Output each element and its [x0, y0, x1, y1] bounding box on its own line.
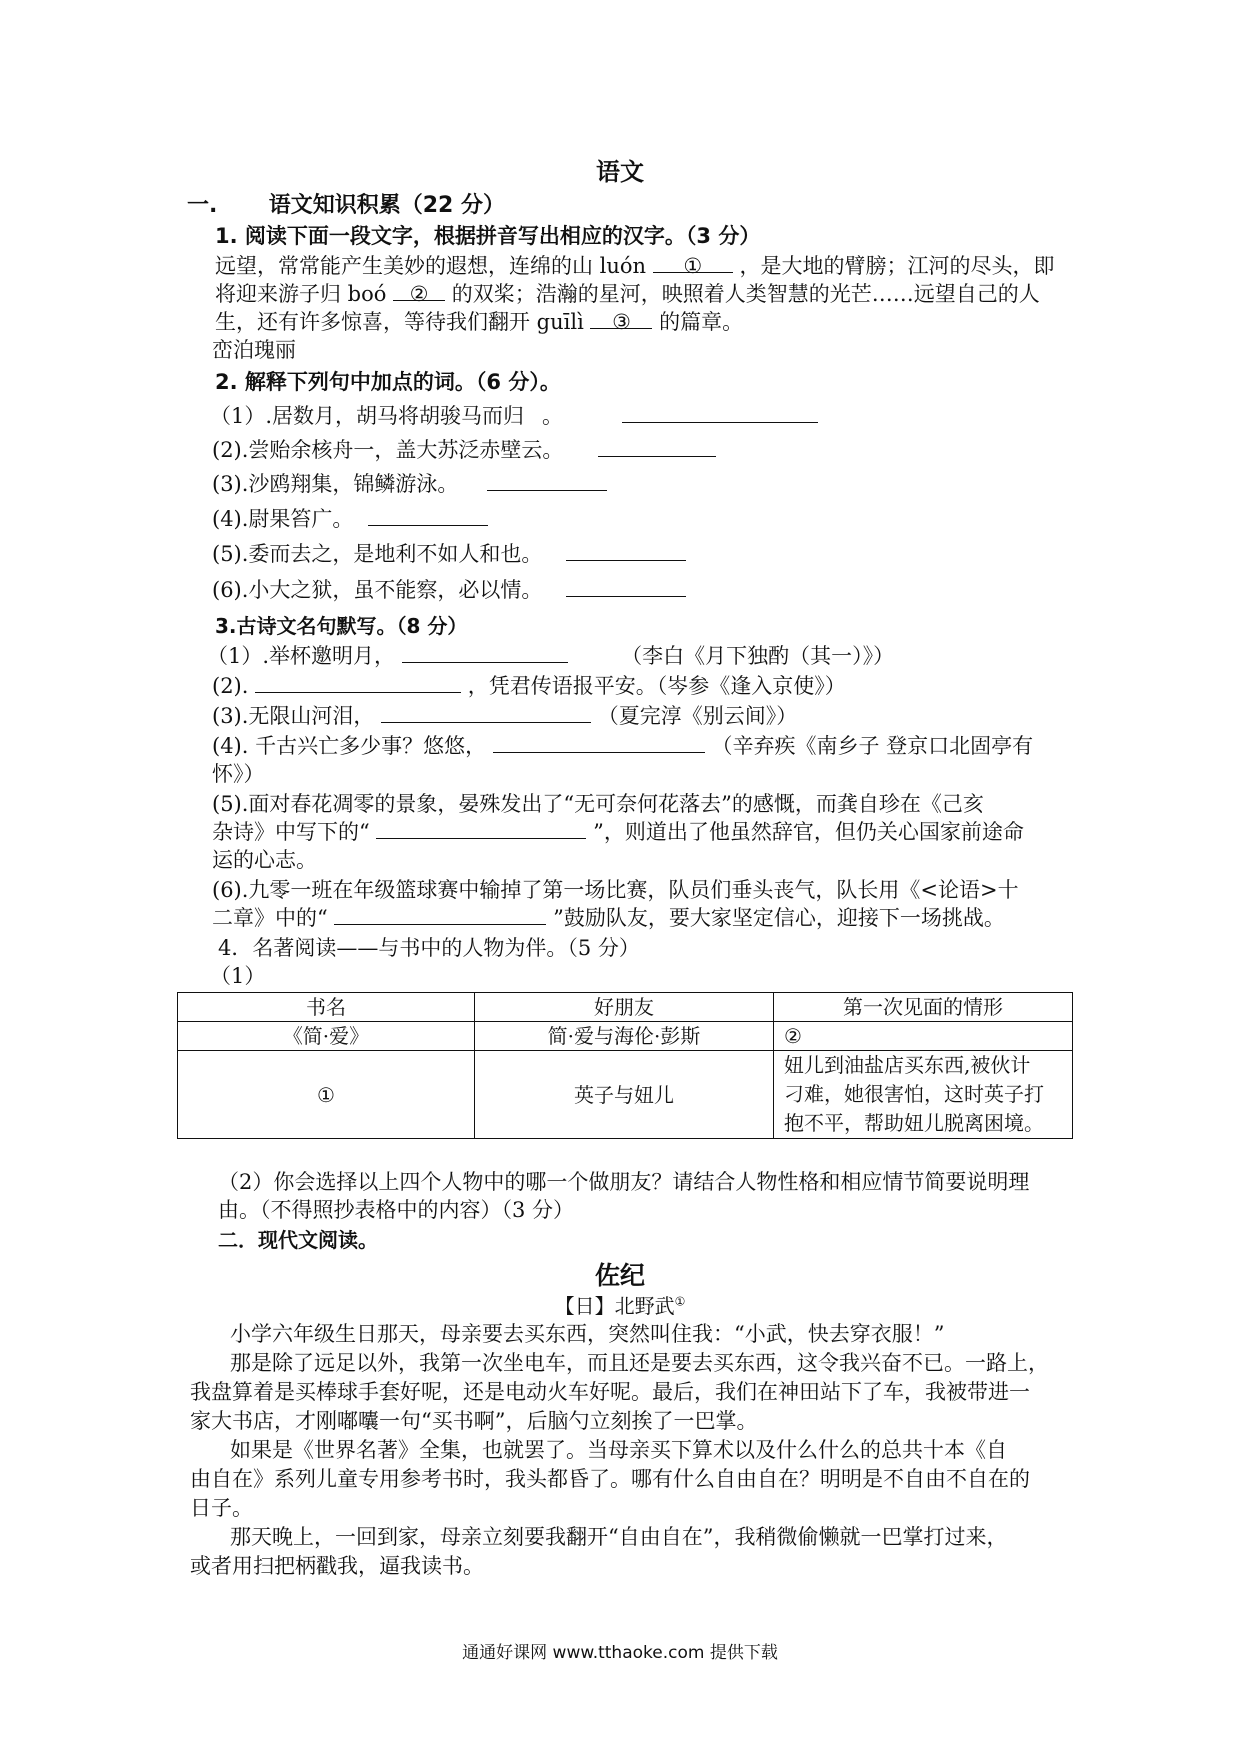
q3-line-5c: 运的心志。: [212, 848, 317, 872]
q3-text: （1）.举杯邀明月，: [207, 644, 396, 668]
q2-answer-line-5[interactable]: [566, 540, 686, 561]
q2-answer-line-6[interactable]: [566, 576, 686, 597]
q3-line-6b: [212, 904, 1005, 932]
q1-text: 远望，常常能产生美妙的遐想，连绵的山 luón: [215, 254, 647, 278]
q2-item-4: (4).尉果笞广。: [212, 507, 354, 531]
q1-text: 生，还有许多惊喜，等待我们翻开 guīlì: [215, 310, 584, 334]
q2-item-text: （1）.居数月，胡马将胡骏马而归: [210, 404, 525, 428]
article-paragraph: 小学六年级生日那天，母亲要去买东西，突然叫住我：“小武，快去穿衣服！”: [230, 1322, 945, 1346]
q3-text: (4). 千古兴亡多少事？悠悠，: [212, 734, 487, 758]
q1-title: 1. 阅读下面一段文字，根据拼音写出相应的汉字。（3 分）: [215, 224, 761, 248]
q2-item-1: （1）.居数月，胡马将胡骏马而归 。: [210, 404, 564, 428]
section1-number: 一.: [187, 193, 218, 218]
blank-marker: ③: [612, 310, 631, 334]
article-paragraph: 那是除了远足以外，我第一次坐电车，而且还是要去买东西，这令我兴奋不已。一路上，: [230, 1351, 1049, 1375]
footer-source: 通通好课网 www.tthaoke.com 提供下载: [462, 1643, 778, 1663]
table-cell: [774, 1051, 1073, 1139]
table-cell-blank[interactable]: ②: [774, 1022, 1073, 1051]
q3-blank-2[interactable]: [255, 672, 461, 693]
article-author: [0, 1290, 1240, 1319]
table-header: 好朋友: [475, 993, 774, 1022]
section2-heading: 二．现代文阅读。: [218, 1228, 378, 1252]
q1-blank-1[interactable]: [653, 252, 733, 278]
q3-line-2: [212, 672, 846, 700]
q3-text: ”，则道出了他虽然辞官，但仍关心国家前途命: [593, 820, 1024, 844]
q3-blank-6[interactable]: [334, 904, 546, 925]
q3-line-4: [212, 732, 1033, 760]
table-cell-blank[interactable]: ①: [178, 1051, 475, 1139]
q2-title: 2. 解释下列句中加点的词。（6 分）。: [215, 370, 561, 394]
q3-blank-3[interactable]: [381, 702, 591, 723]
q1-line2: [215, 280, 1040, 308]
section1-title: 语文知识积累（22 分）: [268, 193, 505, 218]
q2-answer-line-4[interactable]: [368, 505, 488, 526]
q1-line1: [215, 252, 1054, 280]
q4-sub2-line1: （2）你会选择以上四个人物中的哪一个做朋友？请结合人物性格和相应情节简要说明理: [218, 1170, 1030, 1194]
q3-text: ”鼓励队友，要大家坚定信心，迎接下一场挑战。: [553, 906, 1005, 930]
table-cell: 《简·爱》: [178, 1022, 475, 1051]
q2-answer-line-3[interactable]: [487, 470, 607, 491]
section1-heading: [187, 188, 505, 219]
article-paragraph: 日子。: [190, 1496, 253, 1520]
q3-text: 二章》中的“: [212, 906, 328, 930]
table-header: 书名: [178, 993, 475, 1022]
q3-line-6a: (6).九零一班在年级篮球赛中输掉了第一场比赛，队员们垂头丧气，队长用《<论语>十: [212, 878, 1019, 902]
table-cell: 英子与妞儿: [475, 1051, 774, 1139]
blank-marker: ②: [409, 282, 429, 306]
article-paragraph: 那天晚上，一回到家，母亲立刻要我翻开“自由自在”，我稍微偷懒就一巴掌打过来，: [230, 1525, 1008, 1549]
q4-sub2-line2: 由。（不得照抄表格中的内容）（3 分）: [218, 1198, 575, 1222]
q2-item-5: (5).委而去之，是地利不如人和也。: [212, 542, 543, 566]
q3-blank-4[interactable]: [493, 732, 705, 753]
q3-source: ，凭君传语报平安。（岑参《逢入京使》）: [467, 674, 846, 698]
cell-line: 刁难，她很害怕，这时英子打: [784, 1082, 1044, 1106]
table-row: [178, 1022, 1073, 1051]
q3-line-5b: [212, 818, 1024, 846]
q3-title: 3.古诗文名句默写。（8 分）: [215, 614, 468, 638]
q1-blank-3[interactable]: [590, 308, 652, 334]
article-title: 佐纪: [594, 1261, 645, 1290]
q3-line-4-cont: 怀》）: [212, 762, 265, 786]
table-cell: 简·爱与海伦·彭斯: [475, 1022, 774, 1051]
q2-answer-line-1[interactable]: [622, 402, 818, 423]
q2-item-2: (2).尝贻余核舟一，盖大苏泛赤壁云。: [212, 438, 564, 462]
q1-answer: 峦泊瑰丽: [212, 338, 296, 362]
q3-text: 杂诗》中写下的“: [212, 820, 370, 844]
q1-blank-2[interactable]: [393, 280, 445, 306]
q2-item-6: (6).小大之狱，虽不能察，必以情。: [212, 578, 543, 602]
table-header: 第一次见面的情形: [774, 993, 1073, 1022]
q2-item-3: (3).沙鸥翔集，锦鳞游泳。: [212, 472, 459, 496]
article-paragraph: 或者用扫把柄戳我，逼我读书。: [190, 1554, 484, 1578]
q1-text: 的双桨；浩瀚的星河，映照着人类智慧的光芒……远望自己的人: [451, 282, 1040, 306]
q2-answer-line-2[interactable]: [598, 436, 716, 457]
article-paragraph: 由自在》系列儿童专用参考书时，我头都昏了。哪有什么自由自在？明明是不自由不自在的: [190, 1467, 1030, 1491]
author-footnote-mark: ①: [674, 1294, 686, 1309]
q4-sub1-label: （1）: [210, 964, 266, 988]
q3-line-1: [207, 642, 894, 670]
q3-line-3: [212, 702, 797, 730]
article-paragraph: 如果是《世界名著》全集，也就罢了。当母亲买下算术以及什么什么的总共十本《自: [230, 1438, 1007, 1462]
cell-line: 妞儿到油盐店买东西,被伙计: [784, 1053, 1031, 1077]
q3-blank-5[interactable]: [376, 818, 586, 839]
q3-text: (2).: [212, 674, 249, 698]
q4-title: 4．名著阅读——与书中的人物为伴。（5 分）: [218, 936, 640, 960]
q3-line-5a: (5).面对春花凋零的景象，晏殊发出了“无可奈何花落去”的感慨，而龚自珍在《己亥: [212, 792, 984, 816]
article-paragraph: 我盘算着是买棒球手套好呢，还是电动火车好呢。最后，我们在神田站下了车，我被带进一: [190, 1380, 1030, 1404]
q1-text: ，是大地的臂膀；江河的尽头，即: [739, 254, 1055, 278]
author-name: 【日】北野武: [554, 1294, 675, 1318]
cell-line: 抱不平，帮助妞儿脱离困境。: [784, 1111, 1044, 1135]
q3-source: （夏完淳《别云间》）: [597, 704, 798, 728]
q1-line3: [215, 308, 743, 336]
q1-text: 将迎来游子归 boó: [215, 282, 387, 306]
q1-text: 的篇章。: [659, 310, 744, 334]
q3-blank-1[interactable]: [402, 642, 568, 663]
article-paragraph: 家大书店，才刚嘟囔一句“买书啊”，后脑勺立刻挨了一巴掌。: [190, 1409, 758, 1433]
q3-source: （李白《月下独酌（其一）》）: [621, 644, 895, 668]
q3-source: （辛弃疾《南乡子 登京口北固亭有: [711, 734, 1034, 758]
page-title: 语文: [596, 158, 644, 186]
table-row: [178, 1051, 1073, 1139]
blank-marker: ①: [683, 254, 703, 278]
q3-text: (3).无限山河泪，: [212, 704, 375, 728]
books-table: [177, 992, 1073, 1139]
table-header-row: [178, 993, 1073, 1022]
